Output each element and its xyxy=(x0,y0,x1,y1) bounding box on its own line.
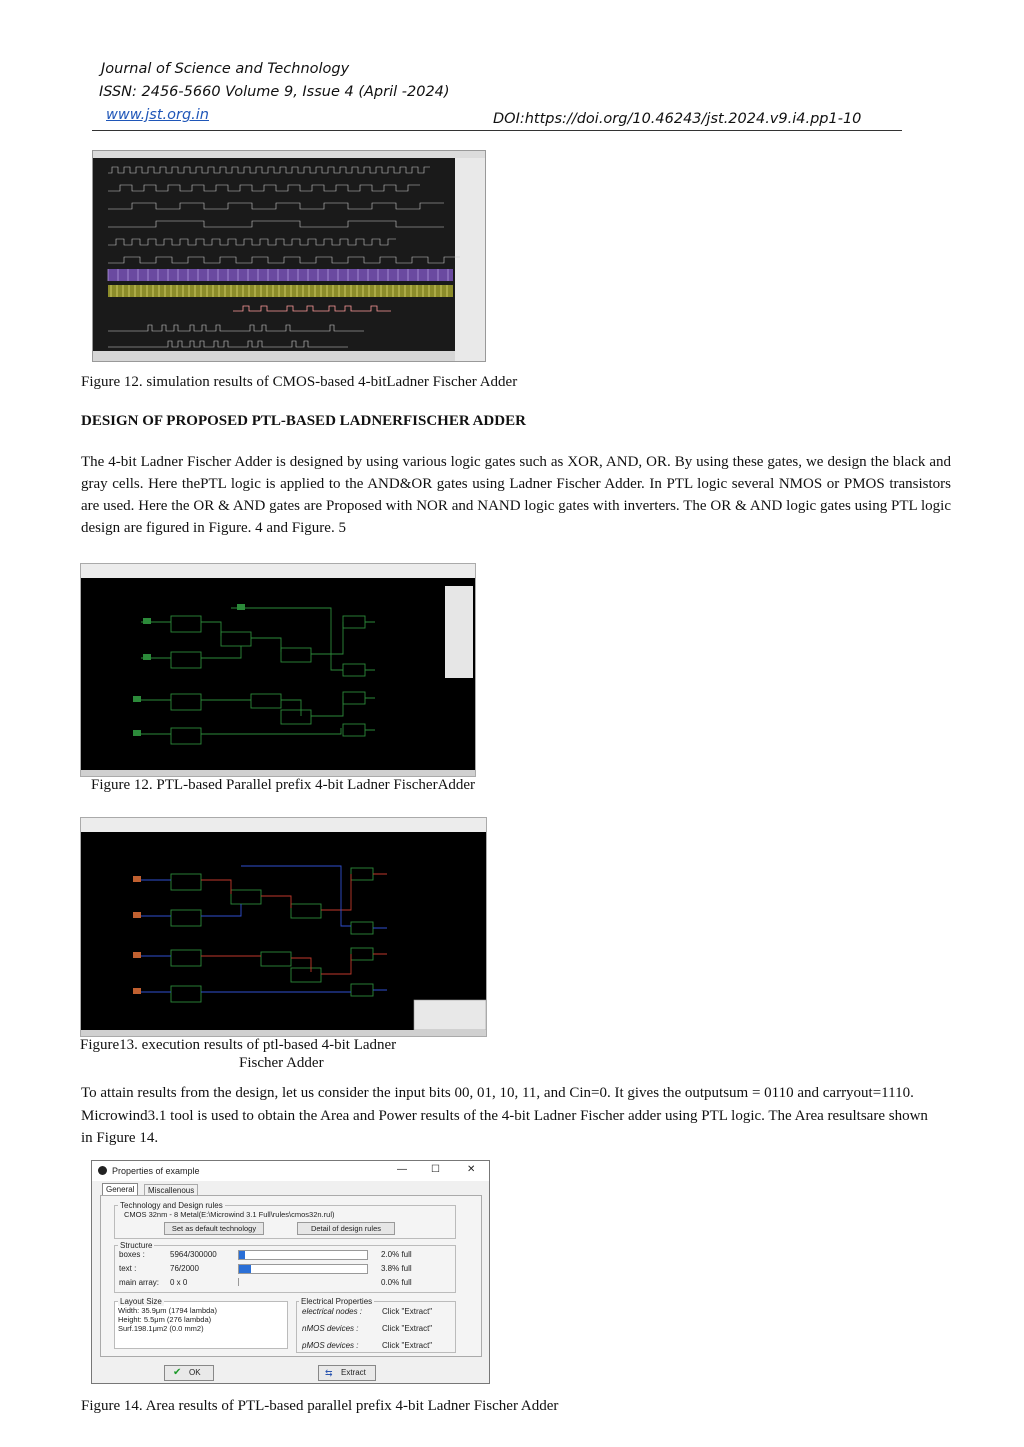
journal-title: Journal of Science and Technology xyxy=(101,61,350,77)
extract-button[interactable] xyxy=(318,1365,376,1381)
boxes-label: boxes : xyxy=(119,1250,145,1259)
structure-group-label: Structure xyxy=(120,1241,153,1250)
section-heading: DESIGN OF PROPOSED PTL-BASED LADNERFISCHER ADDER xyxy=(81,413,526,429)
execution-results-screenshot xyxy=(80,817,487,1037)
main-array-value: 0 x 0 xyxy=(170,1278,188,1287)
waveform-screenshot xyxy=(92,150,486,362)
figure-12a-caption: Figure 12. simulation results of CMOS-based 4-bitLadner Fischer Adder xyxy=(81,374,518,390)
figure-14-caption: Figure 14. Area results of PTL-based parallel prefix 4-bit Ladner Fischer Adder xyxy=(81,1398,559,1414)
paragraph-2: To attain results from the design, let us consider the input bits 00, 01, 10, 11, and Cin=0. It gives the outputsum = 0110 and carryout=1110. Microwind3.1 tool is used to obtain the Area and Power results of the 4-bit Ladner Fischer adder using PTL logic. The Area resultsare shown in Figure 14. xyxy=(81,1085,928,1146)
checkmark-icon: ✔ xyxy=(173,1367,182,1378)
text-percent: 3.8% full xyxy=(381,1264,412,1273)
figure-13-caption-line2: Fischer Adder xyxy=(239,1055,324,1071)
dialog-title: Properties of example xyxy=(112,1166,200,1176)
surface-line: Surf.198.1μm2 (0.0 mm2) xyxy=(118,1324,204,1333)
set-default-technology-button[interactable]: Set as default technology xyxy=(164,1222,264,1235)
boxes-percent: 2.0% full xyxy=(381,1250,412,1259)
paragraph-1: The 4-bit Ladner Fischer Adder is designed by using various logic gates such as XOR, AND, OR. By using these gates, we design the black and gray cells. Here thePTL logic is applied to the AND&OR gates using Ladner Fischer Adder. In PTL logic several NMOS or PMOS transistors are used. Here the OR & AND gates are Proposed with NOR and NAND logic gates with inverters. The OR & AND logic gates using PTL logic design are figured in Figure. 4 and Figure. 5 xyxy=(81,454,951,536)
width-line: Width: 35.9μm (1794 lambda) xyxy=(118,1306,217,1315)
text-progress-fill xyxy=(239,1265,251,1273)
electrical-nodes-value: Click "Extract" xyxy=(382,1307,433,1316)
website-link[interactable]: www.jst.org.in xyxy=(106,107,210,123)
boxes-progress-fill xyxy=(239,1251,245,1259)
nmos-label: nMOS devices : xyxy=(302,1324,359,1333)
boxes-value: 5964/300000 xyxy=(170,1250,217,1259)
figure-13-caption-line1: Figure13. execution results of ptl-based 4-bit Ladner xyxy=(80,1037,397,1053)
technology-group-label: Technology and Design rules xyxy=(120,1201,223,1210)
close-icon[interactable]: ✕ xyxy=(467,1164,476,1175)
header-rule xyxy=(92,130,902,131)
design-rules-button[interactable]: Detail of design rules xyxy=(297,1222,395,1235)
nmos-value: Click "Extract" xyxy=(382,1324,433,1333)
extract-label: Extract xyxy=(341,1368,366,1377)
electrical-nodes-label: electrical nodes : xyxy=(302,1307,363,1316)
dialog-titlebar xyxy=(92,1161,489,1181)
pmos-label: pMOS devices : xyxy=(302,1341,359,1350)
extract-icon: ⇆ xyxy=(325,1368,333,1378)
ok-button[interactable] xyxy=(164,1365,214,1381)
text-label: text : xyxy=(119,1264,137,1273)
pmos-value: Click "Extract" xyxy=(382,1341,433,1350)
height-line: Height: 5.5μm (276 lambda) xyxy=(118,1315,212,1324)
tab-miscallenous[interactable]: Miscallenous xyxy=(144,1184,198,1196)
ok-label: OK xyxy=(189,1368,201,1377)
maximize-icon[interactable]: ☐ xyxy=(431,1164,440,1175)
ptl-schematic-screenshot xyxy=(80,563,476,777)
main-array-progress xyxy=(238,1278,367,1286)
layout-size-label: Layout Size xyxy=(120,1297,162,1306)
tab-general[interactable]: General xyxy=(102,1183,138,1196)
issn-line: ISSN: 2456-5660 Volume 9, Issue 4 (April -2024) xyxy=(99,84,450,100)
text-value: 76/2000 xyxy=(170,1264,199,1273)
main-array-percent: 0.0% full xyxy=(381,1278,412,1287)
app-icon xyxy=(98,1166,107,1175)
figure-12b-caption: Figure 12. PTL-based Parallel prefix 4-bit Ladner FischerAdder xyxy=(91,777,476,793)
boxes-progress xyxy=(238,1250,368,1260)
doi-line: DOI:https://doi.org/10.46243/jst.2024.v9.i4.pp1-10 xyxy=(493,111,862,127)
properties-dialog xyxy=(91,1160,490,1384)
electrical-group-label: Electrical Properties xyxy=(301,1297,373,1306)
text-progress xyxy=(238,1264,368,1274)
technology-value: CMOS 32nm - 8 Metal(E:\Microwind 3.1 Full\rules\cmos32n.rul) xyxy=(124,1210,335,1219)
main-array-label: main array: xyxy=(119,1278,160,1287)
minimize-icon[interactable]: — xyxy=(397,1164,407,1175)
